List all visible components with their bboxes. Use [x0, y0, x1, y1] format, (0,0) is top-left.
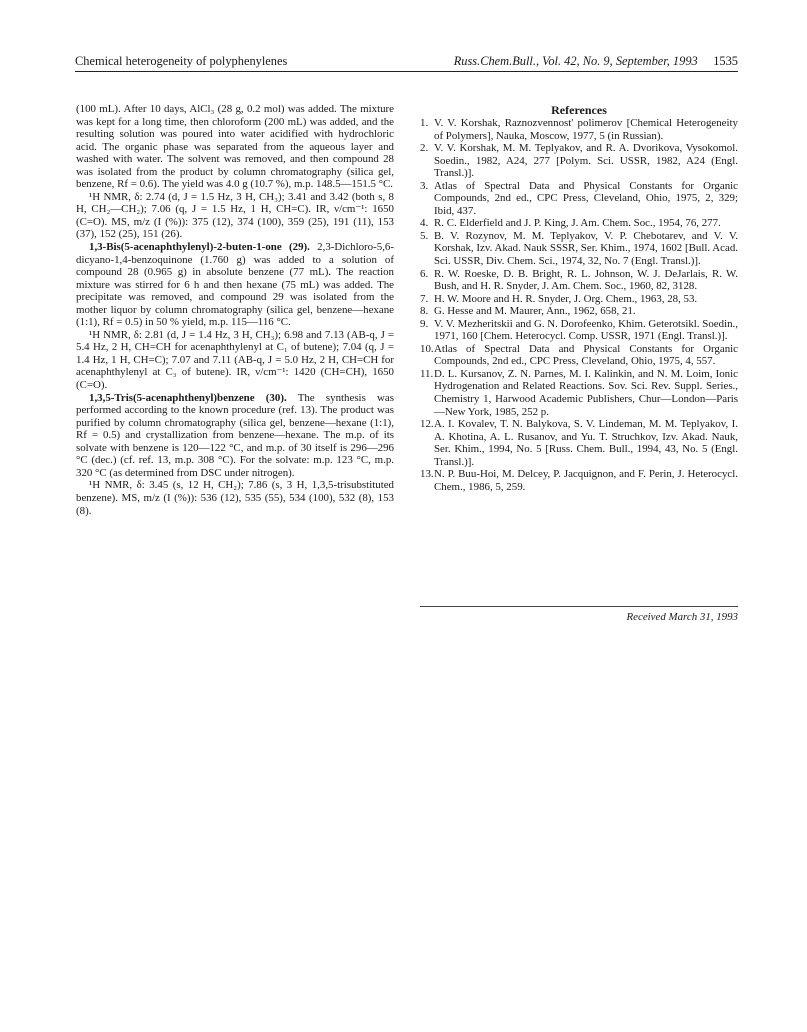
reference-item — [420, 142, 738, 180]
reference-item — [420, 180, 738, 218]
reference-item — [420, 293, 738, 306]
reference-number: 8. — [420, 305, 429, 318]
paragraph-nmr-29: ¹H NMR, δ: 2.81 (d, J = 1.4 Hz, 3 H, CH₃); 6.98 and 7.13 (AB-q, J = 5.4 Hz, 2 H, CH=CH for acenaphthylenyl at C₁ of butene); 7.04 (q, J = 1.4 Hz, 1 H, CH=C); 7.07 and 7.11 (AB-q, J = 5.0 Hz, 2 H, CH=CH for acenaphthylenyl at C₃ of butene). IR, ν/cm⁻¹: 1420 (CH=CH), 1650 (C=O). — [76, 328, 394, 392]
reference-number: 13. — [420, 468, 434, 481]
reference-number: 12. — [420, 418, 434, 431]
received-date: Received March 31, 1993 — [626, 611, 738, 623]
paragraph-nmr-28: ¹H NMR, δ: 2.74 (d, J = 1.5 Hz, 3 H, CH₃); 3.41 and 3.42 (both s, 8 H, CH₂—CH₂); 7.06 (q, J = 1.5 Hz, 1 H, CH=C). IR, ν/cm⁻¹: 1650 (C=O). MS, m/z (I (%)): 375 (12), 374 (100), 359 (25), 191 (11), 153 (37), 152 (25), 151 (26). — [76, 190, 394, 241]
running-title: Chemical heterogeneity of polyphenylenes — [75, 54, 288, 68]
reference-number: 7. — [420, 292, 429, 305]
reference-number: 6. — [420, 267, 429, 280]
paragraph-compound-30 — [76, 392, 394, 480]
compound-29-text: 2,3-Dichloro-5,6-dicyano-1,4-benzoquinone (1.760 g) was added to a solution of compound 28 (0.965 g) in absolute benzene (77 mL). The reaction mixture was stirred for 6 h and then hexane (75 mL) was added. The precipitate was removed, and compound 29 was isolated from the mother liquor by column chromatography (silica gel, benzene—hexane (1:1), Rf = 0.5) in 50 % yield, m.p. 115—116 °C. — [76, 241, 394, 329]
journal-citation — [454, 52, 738, 70]
reference-list — [420, 117, 738, 493]
reference-number: 10. — [420, 342, 434, 355]
reference-text: B. V. Rozynov, M. M. Teplyakov, V. P. Chebotarev, and V. V. Korshak, Izv. Akad. Nauk SSSR, Ser. Khim., 1974, 1602 [Bull. Acad. Sci. USSR, Div. Chem. Sci., 1974, 32, No. 7 (Engl. Transl.)]. — [434, 229, 738, 268]
reference-item — [420, 117, 738, 142]
reference-text: Atlas of Spectral Data and Physical Constants for Organic Compounds, 2nd ed., CPC Press, Cleveland, Ohio, 1975, 2, 329; Ibid, 437. — [434, 179, 738, 217]
reference-item — [420, 230, 738, 268]
running-header — [75, 52, 738, 70]
reference-item — [420, 217, 738, 230]
reference-item — [420, 368, 738, 418]
header-rule — [75, 71, 738, 72]
reference-text: D. L. Kursanov, Z. N. Parnes, M. I. Kalinkin, and N. M. Loim, Ionic Hydrogenation and Related Reactions. Sov. Sci. Rev. Suppl. Series., Chemistry 1, Harwood Academic Publishers, Chur—London—Paris—New York, 1985, 252 p. — [434, 367, 738, 418]
reference-number: 9. — [420, 317, 429, 330]
reference-text: V. V. Korshak, Raznozvennost' polimerov [Chemical Heterogeneity of Polymers], Nauka, Moscow, 1977, 5 (in Russian). — [434, 117, 738, 142]
right-column — [420, 103, 738, 493]
reference-number: 5. — [420, 229, 429, 242]
reference-number: 11. — [420, 367, 434, 380]
reference-item — [420, 305, 738, 318]
paragraph-compound-29 — [76, 241, 394, 329]
reference-text: R. C. Elderfield and J. P. King, J. Am. Chem. Soc., 1954, 76, 277. — [434, 217, 721, 230]
reference-number: 4. — [420, 217, 429, 230]
reference-number: 2. — [420, 142, 429, 155]
paragraph-procedure-28: (100 mL). After 10 days, AlCl₃ (28 g, 0.2 mol) was added. The mixture was kept for a long time, then chloroform (200 mL) was added, and the resulting solution was poured into water acidified with hydrochloric acid. The organic phase was separated from the aqueous layer and washed with water. The solvent was removed, and then compound 28 was isolated from the product by column chromatography (silica gel, benzene, Rf = 0.6). The yield was 4.0 g (10.7 %), m.p. 148.5—151.5 °C. — [76, 103, 394, 191]
reference-item — [420, 418, 738, 468]
reference-item — [420, 268, 738, 293]
journal-info: Russ.Chem.Bull., Vol. 42, No. 9, September, 1993 — [453, 54, 698, 68]
reference-text: A. I. Kovalev, T. N. Balykova, S. V. Lindeman, M. M. Teplyakov, I. A. Khotina, A. L. Rusanov, and Yu. T. Struchkov, Izv. Akad. Nauk, Ser. Khim., 1994, No. 5 [Russ. Chem. Bull., 1994, 43, No. 5 (Engl. Transl.)]. — [434, 418, 738, 468]
reference-number: 3. — [420, 179, 429, 192]
reference-text: H. W. Moore and H. R. Snyder, J. Org. Chem., 1963, 28, 53. — [434, 292, 698, 305]
page-number: 1535 — [713, 54, 738, 68]
references-heading: References — [551, 103, 607, 117]
reference-number: 1. — [420, 117, 429, 129]
received-rule — [420, 606, 738, 607]
reference-item — [420, 318, 738, 343]
left-column — [76, 103, 394, 517]
reference-text: V. V. Mezheritskii and G. N. Dorofeenko, Khim. Geterotsikl. Soedin., 1971, 160 [Chem. Heterocycl. Comp. USSR, 1971 (Engl. Transl.)]. — [434, 317, 738, 343]
reference-text: Atlas of Spectral Data and Physical Constants for Organic Compounds, 2nd ed., CPC Press, Cleveland, Ohio, 1975, 4, 557. — [434, 342, 738, 368]
reference-text: V. V. Korshak, M. M. Teplyakov, and R. A. Dvorikova, Vysokomol. Soedin., 1982, A24, 277 [Polym. Sci. USSR, 1982, A24 (Engl. Transl.)]. — [434, 142, 738, 180]
reference-text: N. P. Buu-Hoi, M. Delcey, P. Jacquignon, and F. Perin, J. Heterocycl. Chem., 1986, 5, 259. — [434, 468, 738, 493]
reference-text: R. W. Roeske, D. B. Bright, R. L. Johnson, W. J. DeJarlais, R. W. Bush, and H. R. Snyder, J. Am. Chem. Soc., 1960, 82, 3128. — [434, 267, 738, 293]
reference-item — [420, 468, 738, 493]
compound-30-title: 1,3,5-Tris(5-acenaphthenyl)benzene (30). — [89, 391, 287, 404]
reference-text: G. Hesse and M. Maurer, Ann., 1962, 658, 21. — [434, 305, 636, 318]
reference-item — [420, 343, 738, 368]
paragraph-nmr-30: ¹H NMR, δ: 3.45 (s, 12 H, CH₂); 7.86 (s, 3 H, 1,3,5-trisubstituted benzene). MS, m/z (I (%)): 536 (12), 535 (55), 534 (100), 532 (8), 153 (8). — [76, 479, 394, 517]
compound-29-title: 1,3-Bis(5-acenaphthylenyl)-2-buten-1-one (29). — [89, 241, 310, 254]
compound-30-text: The synthesis was performed according to the known procedure (ref. 13). The product was purified by column chromatography (silica gel, benzene—hexane (1:1), Rf = 0.5) and crystallization from benzene—hexane. The m.p. of its solvate with benzene is 120—122 °C, and m.p. of 30 itself is 296—296 °C (dec.) (cf. ref. 13, m.p. 308 °C). For the solvate: m.p. 123 °C, m.p. 320 °C (as determined from DSC under nitrogen). — [76, 391, 394, 479]
